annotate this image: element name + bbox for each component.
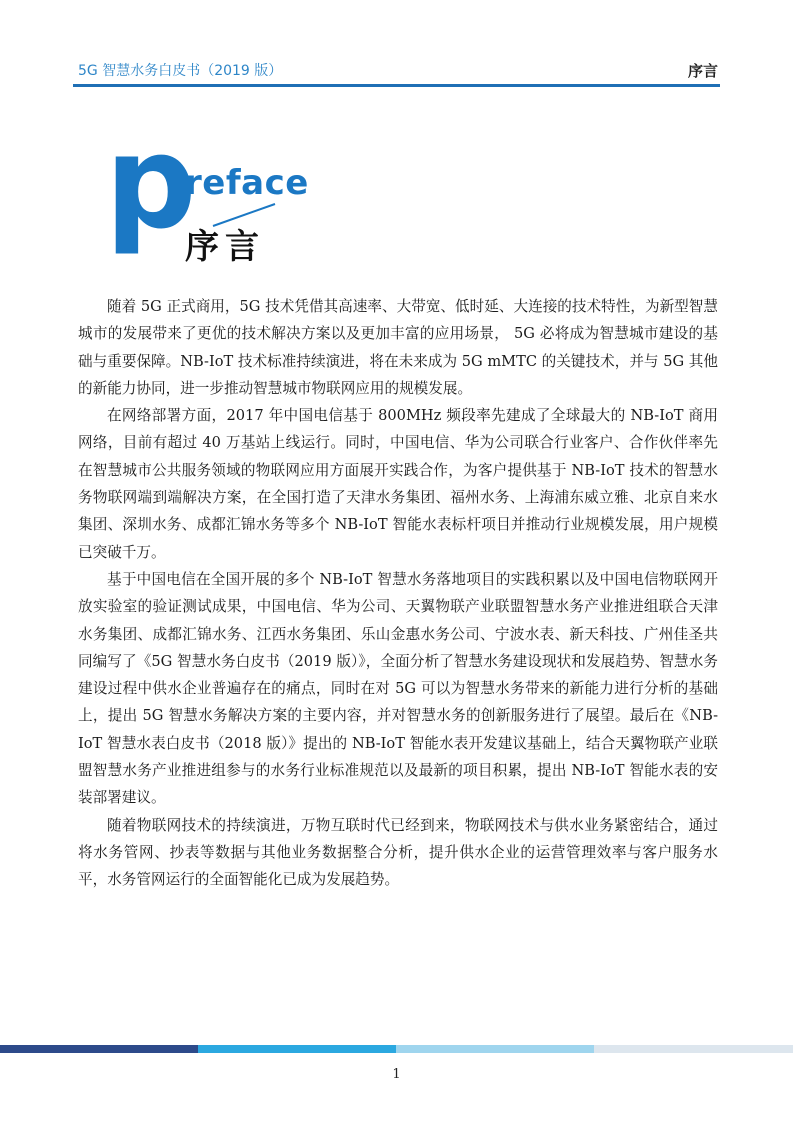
logo-word-reface: reface	[185, 163, 309, 203]
header-doc-title: 5G 智慧水务白皮书（2019 版）	[78, 63, 283, 79]
footer-bar-segment	[198, 1045, 396, 1053]
page-number: 1	[392, 1067, 401, 1082]
preface-body	[78, 293, 718, 894]
logo-letter-p: p	[105, 109, 197, 258]
footer-color-bar	[0, 1045, 793, 1053]
footer-bar-segment	[0, 1045, 198, 1053]
preface-logo	[105, 109, 325, 280]
paragraph: 随着物联网技术的持续演进，万物互联时代已经到来，物联网技术与供水业务紧密结合，通过将水务管网、抄表等数据与其他业务数据整合分析，提升供水企业的运营管理效率与客户服务水平，水务管网运行的全面智能化已成为发展趋势。	[78, 816, 718, 889]
paragraph: 在网络部署方面，2017 年中国电信基于 800MHz 频段率先建成了全球最大的 NB-IoT 商用网络，目前有超过 40 万基站上线运行。同时，中国电信、华为公司联合行业客户、合作伙伴率先在智慧城市公共服务领域的物联网应用方面展开实践合作，为客户提供基于 NB-IoT 技术的智慧水务物联网端到端解决方案，在全国打造了天津水务集团、福州水务、上海浦东威立雅、北京自来水集团、深圳水务、成都汇锦水务等多个 NB-IoT 智能水表标杆项目并推动行业规模发展，用户规模已突破千万。	[78, 407, 718, 561]
paragraph: 基于中国电信在全国开展的多个 NB-IoT 智慧水务落地项目的实践积累以及中国电信物联网开放实验室的验证测试成果，中国电信、华为公司、天翼物联产业联盟智慧水务产业推进组联合天津水务集团、成都汇锦水务、江西水务集团、乐山金惠水务公司、宁波水表、新天科技、广州佳圣共同编写了《5G 智慧水务白皮书（2019 版）》，全面分析了智慧水务建设现状和发展趋势、智慧水务建设过程中供水企业普遍存在的痛点，同时在对 5G 可以为智慧水务带来的新能力进行分析的基础上，提出 5G 智慧水务解决方案的主要内容，并对智慧水务的创新服务进行了展望。最后在《NB-IoT 智慧水表白皮书（2018 版）》提出的 NB-IoT 智能水表开发建议基础上，结合天翼物联产业联盟智慧水务产业推进组参与的水务行业标准规范以及最新的项目积累，提出 NB-IoT 智能水表的安装部署建议。	[78, 570, 718, 807]
paragraph: 随着 5G 正式商用，5G 技术凭借其高速率、大带宽、低时延、大连接的技术特性，为新型智慧城市的发展带来了更优的技术解决方案以及更加丰富的应用场景， 5G 必将成为智慧城市建设的基础与重要保障。NB-IoT 技术标准持续演进，将在未来成为 5G mMTC 的关键技术，并与 5G 其他的新能力协同，进一步推动智慧城市物联网应用的规模发展。	[78, 298, 718, 397]
footer-bar-segment	[594, 1045, 793, 1053]
header-divider	[73, 84, 720, 87]
logo-chinese-title: 序言	[185, 227, 265, 267]
footer-bar-segment	[396, 1045, 594, 1053]
header-section-title: 序言	[687, 62, 718, 80]
